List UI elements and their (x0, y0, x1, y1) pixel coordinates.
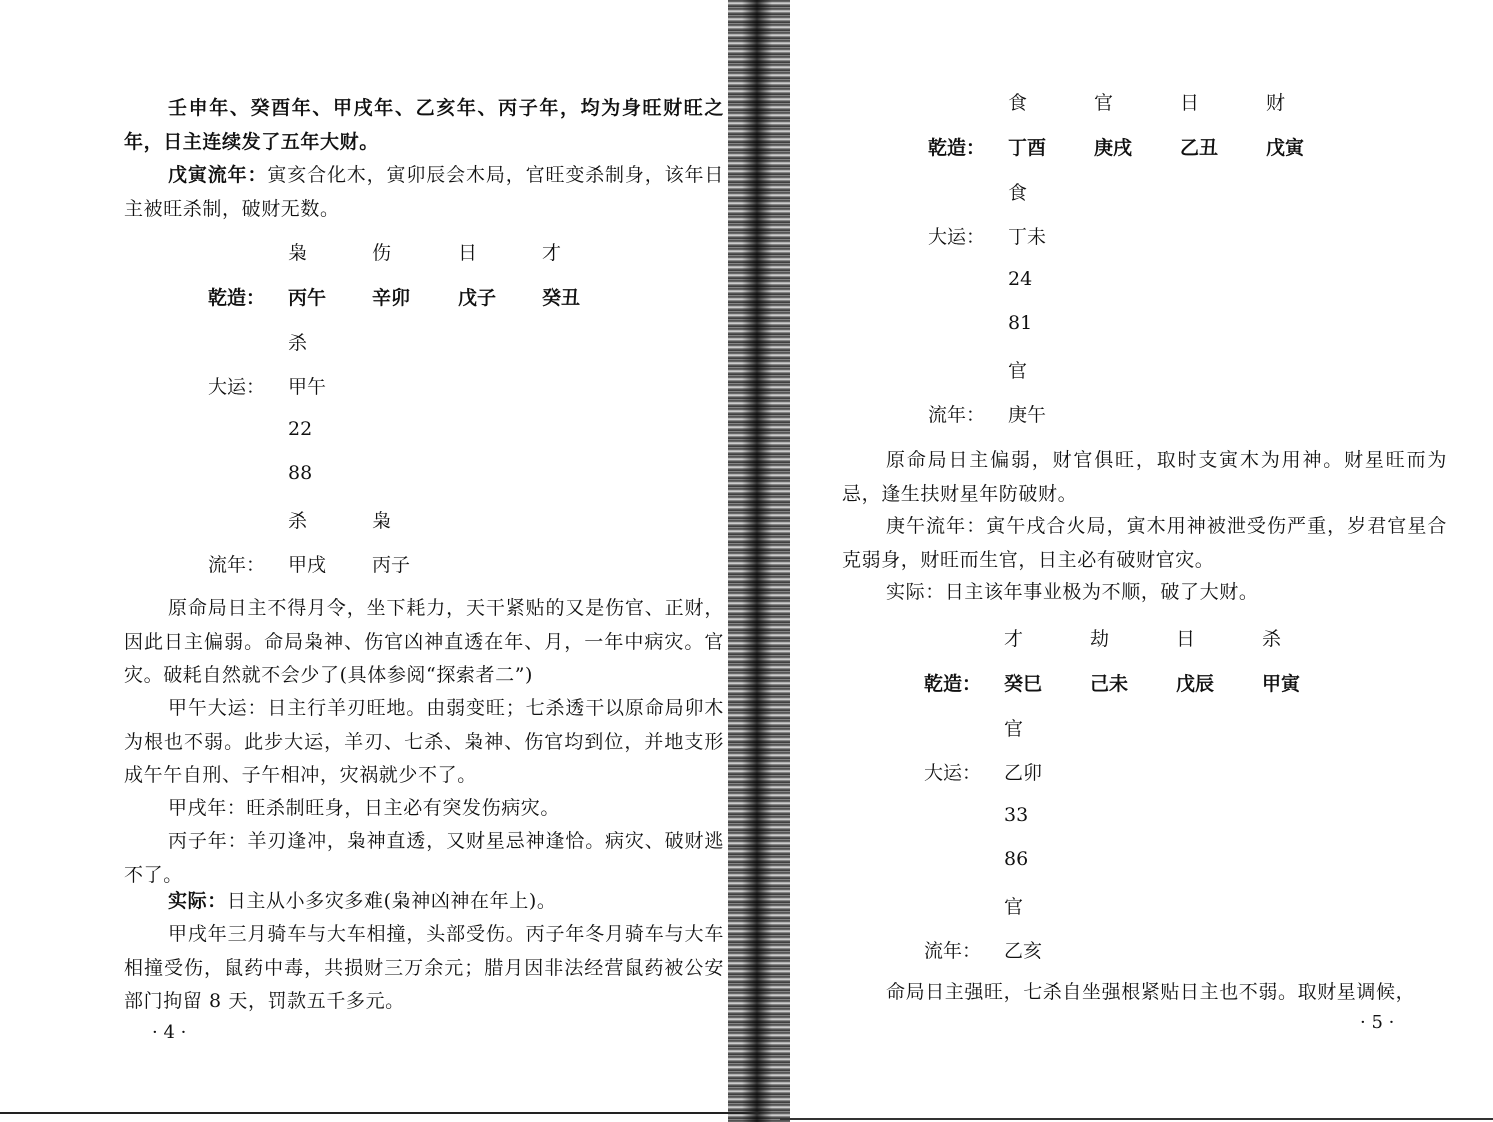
god-cell: 枭 (288, 242, 308, 264)
right-page (790, 0, 1493, 1122)
page-number-right: · 5 · (1360, 1012, 1395, 1033)
dayun-label: 大运： (924, 762, 982, 784)
pillar-cell: 癸巳 (1004, 673, 1043, 695)
dayun-cell: 丁未 (1008, 226, 1047, 248)
dayun-paragraph-text: 日主行羊刃旺地。由弱变旺；七杀透干以原命局卯木为根也不弱。此步大运，羊刃、七杀、枭神、伤官均到位，并地支形成午午自刑、子午相冲，灾祸就少不了。 (124, 697, 724, 786)
liunian-label: 流年： (208, 554, 266, 576)
intro-2-text: 寅亥合化木，寅卯辰会木局，官旺变杀制身，该年日主被旺杀制，破财无数。 (124, 164, 724, 220)
liunian-label: 流年： (928, 404, 986, 426)
gengwu-paragraph (842, 510, 1447, 577)
lead-bingzi: 丙子年： (168, 830, 248, 852)
pillar-cell: 丙午 (288, 287, 327, 309)
year-cell: 86 (1004, 848, 1029, 870)
liunian-god-cell: 枭 (372, 510, 392, 532)
lead-wuyin-liunian: 戊寅流年： (168, 164, 268, 186)
god-cell: 食 (1008, 92, 1028, 114)
lead-jiawu-dayun: 甲午大运： (168, 697, 268, 719)
age-cell: 33 (1004, 804, 1029, 826)
liunian-cell: 丙子 (372, 554, 411, 576)
liunian-label: 流年： (924, 940, 982, 962)
dayun-label: 大运： (208, 376, 266, 398)
bingzi-paragraph (124, 825, 724, 892)
pillar-cell: 戊寅 (1266, 137, 1305, 159)
liunian-god-cell: 杀 (288, 510, 308, 532)
dayun-cell: 甲午 (288, 376, 327, 398)
lead-actual: 实际： (168, 890, 227, 912)
god-cell: 日 (1176, 628, 1196, 650)
dayun-paragraph (124, 692, 724, 793)
age-cell: 24 (1008, 268, 1033, 290)
intro-paragraph-1: 壬申年、癸酉年、甲戌年、乙亥年、丙子年，均为身旺财旺之年，日主连续发了五年大财。 (124, 97, 724, 153)
final-paragraph-right: 命局日主强旺，七杀自坐强根紧贴日主也不弱。取财星调候， (886, 981, 1416, 1003)
dayun-god-cell: 官 (1004, 718, 1024, 740)
analysis-paragraph: 原命局日主不得月令，坐下耗力，天干紧贴的又是伤官、正财，因此日主偏弱。命局枭神、伤官凶神直透在年、月，一年中病灾。官灾。破耗自然就不会少了(具体参阅“探索者二”) (124, 597, 724, 686)
god-cell: 才 (542, 242, 562, 264)
analysis-paragraph-right: 原命局日主偏弱，财官俱旺，取时支寅木为用神。财星旺而为忌，逢生扶财星年防破财。 (842, 449, 1447, 505)
pillar-cell: 丁酉 (1008, 137, 1047, 159)
liunian-god-cell: 官 (1004, 896, 1024, 918)
lead-jiaxu: 甲戌年： (168, 797, 247, 819)
pillar-cell: 戊子 (458, 287, 497, 309)
jiaxu-text: 旺杀制旺身，日主必有突发伤病灾。 (246, 797, 561, 819)
god-cell: 杀 (1262, 628, 1282, 650)
page-number-left: · 4 · (152, 1022, 187, 1043)
pillar-cell: 辛卯 (372, 287, 411, 309)
events-paragraph: 甲戌年三月骑车与大车相撞，头部受伤。丙子年冬月骑车与大车相撞受伤，鼠药中毒，共损财三万余元；腊月因非法经营鼠药被公安部门拘留 8 天，罚款五千多元。 (124, 923, 724, 1012)
liunian-cell: 甲戌 (288, 554, 327, 576)
actual-text: 日主从小多灾多难(枭神凶神在年上)。 (226, 890, 557, 912)
jiaxu-paragraph (124, 792, 724, 826)
lead-actual: 实际： (886, 581, 945, 603)
pillar-cell: 庚戌 (1094, 137, 1133, 159)
pillar-cell: 己未 (1090, 673, 1129, 695)
bazi-chart-right-1 (928, 88, 1348, 428)
qianzao-label: 乾造： (208, 287, 266, 309)
bazi-chart-left (208, 238, 628, 578)
actual-paragraph-right (842, 576, 1447, 610)
god-cell: 日 (458, 242, 478, 264)
age-cell: 22 (288, 418, 313, 440)
actual-paragraph (124, 885, 724, 919)
actual-text: 日主该年事业极为不顺，破了大财。 (944, 581, 1259, 603)
liunian-cell: 乙亥 (1004, 940, 1043, 962)
god-cell: 伤 (372, 242, 392, 264)
qianzao-label: 乾造： (928, 137, 986, 159)
left-page (0, 0, 735, 1122)
gengwu-text: 寅午戌合火局，寅木用神被泄受伤严重，岁君官星合克弱身，财旺而生官，日主必有破财官灾。 (842, 515, 1447, 571)
dayun-cell: 乙卯 (1004, 762, 1043, 784)
spine-shadow (742, 0, 772, 1122)
god-cell: 才 (1004, 628, 1024, 650)
god-cell: 官 (1094, 92, 1114, 114)
god-cell: 日 (1180, 92, 1200, 114)
liunian-god-cell: 官 (1008, 360, 1028, 382)
year-cell: 81 (1008, 312, 1033, 334)
intro-paragraph-2 (124, 159, 724, 226)
dayun-god-cell: 食 (1008, 182, 1028, 204)
dayun-label: 大运： (928, 226, 986, 248)
pillar-cell: 戊辰 (1176, 673, 1215, 695)
god-cell: 财 (1266, 92, 1286, 114)
bingzi-text: 羊刃逢冲，枭神直透，又财星忌神逢恰。病灾、破财逃不了。 (124, 830, 724, 886)
lead-gengwu-liunian: 庚午流年： (886, 515, 987, 537)
year-cell: 88 (288, 462, 313, 484)
qianzao-label: 乾造： (924, 673, 982, 695)
liunian-cell: 庚午 (1008, 404, 1047, 426)
god-cell: 劫 (1090, 628, 1110, 650)
pillar-cell: 癸丑 (542, 287, 581, 309)
pillar-cell: 乙丑 (1180, 137, 1219, 159)
pillar-cell: 甲寅 (1262, 673, 1301, 695)
bazi-chart-right-2 (924, 624, 1344, 964)
dayun-god-cell: 杀 (288, 332, 308, 354)
